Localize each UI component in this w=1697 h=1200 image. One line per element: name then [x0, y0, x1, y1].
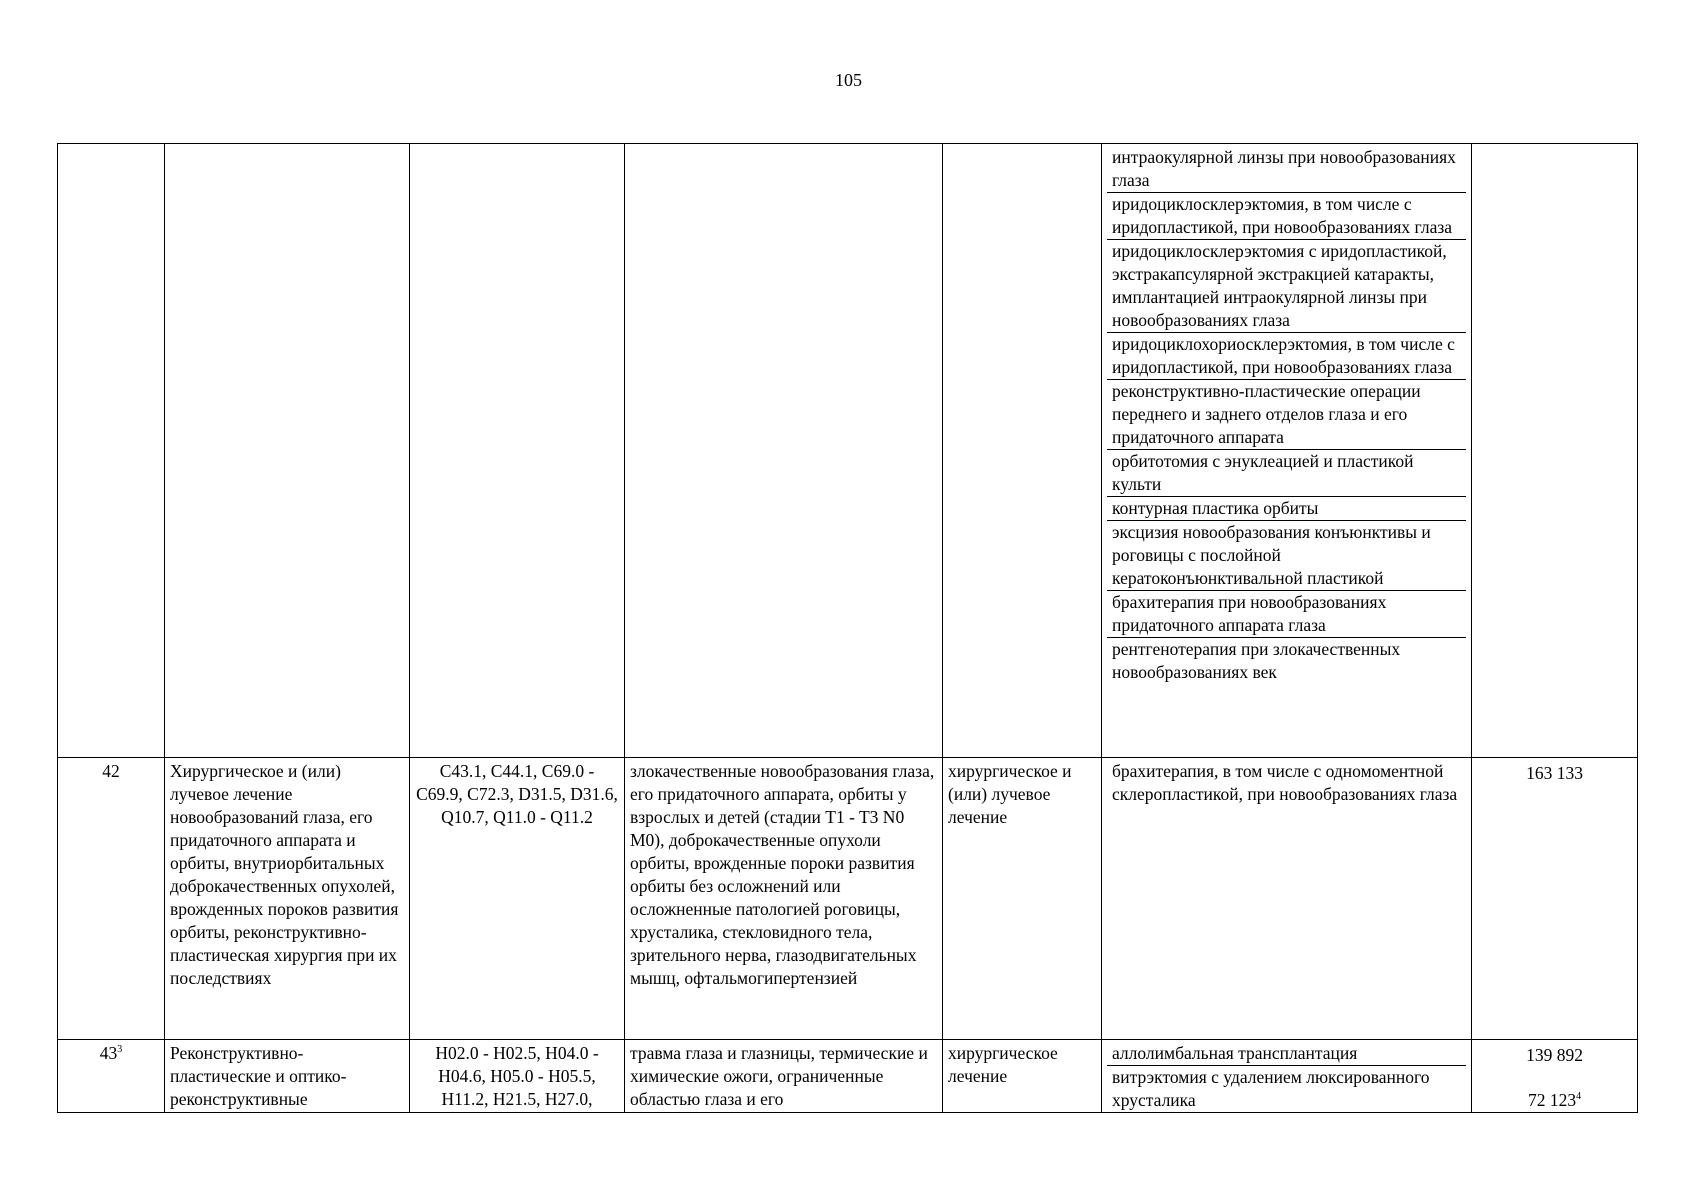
row-name-cell: Реконструктивно-пластические и оптико-реконструктивные — [165, 1040, 410, 1113]
row-methods-cell — [1102, 758, 1472, 1040]
row-treatment-cell: хирургическое и (или) лучевое лечение — [943, 758, 1102, 1040]
method-item: витрэктомия с удалением люксированного хрусталика — [1112, 1067, 1430, 1110]
table-row — [58, 1040, 1638, 1113]
method-item: иридоциклохориосклерэктомия, в том числе с иридопластикой, при новообразованиях глаза — [1107, 333, 1466, 380]
row-number: 43 — [99, 1043, 118, 1063]
method-item: иридоциклосклерэктомия, в том числе с иридопластикой, при новообразованиях глаза — [1107, 193, 1466, 240]
method-item: эксцизия новообразования конъюнктивы и роговицы с послойной кератоконъюнктивальной пластикой — [1107, 521, 1466, 591]
method-item: реконструктивно-пластические операции переднего и заднего отделов глаза и его придаточного аппарата — [1107, 380, 1466, 450]
method-item: рентгенотерапия при злокачественных новообразованиях век — [1112, 639, 1401, 682]
method-item: аллолимбальная трансплантация — [1107, 1042, 1466, 1066]
table-row — [58, 144, 1638, 758]
row-methods-cell — [1102, 1040, 1472, 1113]
row-norm-cell — [1472, 758, 1638, 1040]
row-number-cell: 42 — [58, 758, 165, 1040]
page-number: 105 — [835, 70, 862, 90]
footnote-mark: 4 — [1576, 1091, 1582, 1103]
method-item: брахитерапия при новообразованиях придаточного аппарата глаза — [1107, 591, 1466, 638]
row-methods-cell — [1102, 144, 1472, 758]
row-model-cell — [625, 144, 943, 758]
row-codes-cell: H02.0 - H02.5, H04.0 - H04.6, H05.0 - H05.5, H11.2, H21.5, H27.0, — [410, 1040, 625, 1113]
table-row — [58, 758, 1638, 1040]
row-model-cell: травма глаза и глазницы, термические и химические ожоги, ограниченные областью глаза и его — [625, 1040, 943, 1113]
row-norm-cell — [1472, 144, 1638, 758]
row-treatment-cell: хирургическое лечение — [943, 1040, 1102, 1113]
row-codes-cell — [410, 144, 625, 758]
norm-value: 139 892 — [1526, 1045, 1583, 1065]
row-model-cell: злокачественные новообразования глаза, его придаточного аппарата, орбиты у взрослых и детей (стадии T1 - T3 N0 M0), доброкачественные опухоли орбиты, врожденные пороки развития орбиты без осложнений или осложненные патологией роговицы, хрусталика, стекловидного тела, зрительного нерва, глазодвигательных мышц, офтальмогипертензией — [625, 758, 943, 1040]
method-item: интраокулярной линзы при новообразованиях глаза — [1107, 146, 1466, 193]
row-number-cell — [58, 1040, 165, 1113]
method-item: орбитотомия с энуклеацией и пластикой культи — [1107, 450, 1466, 497]
norm-value: 163 133 — [1526, 763, 1583, 783]
norm-value-2: 72 123 — [1527, 1090, 1577, 1110]
method-item: иридоциклосклерэктомия с иридопластикой, экстракапсулярной экстракцией катаракты, имплантацией интраокулярной линзы при новообразованиях глаза — [1107, 240, 1466, 333]
footnote-mark: 3 — [117, 1044, 123, 1056]
row-treatment-cell — [943, 144, 1102, 758]
row-name-cell: Хирургическое и (или) лучевое лечение новообразований глаза, его придаточного аппарата и орбиты, внутриорбитальных доброкачественных опухолей, врожденных пороков развития орбиты, реконструктивно-пластическая хирургия при их последствиях — [165, 758, 410, 1040]
norm-value-secondary — [1477, 1067, 1632, 1112]
method-item: контурная пластика орбиты — [1107, 497, 1466, 521]
row-name-cell — [165, 144, 410, 758]
row-norm-cell — [1472, 1040, 1638, 1113]
method-item: брахитерапия, в том числе с одномоментной склеропластикой, при новообразованиях глаза — [1112, 761, 1458, 804]
row-number-cell — [58, 144, 165, 758]
row-codes-cell: C43.1, C44.1, C69.0 - C69.9, C72.3, D31.5, D31.6, Q10.7, Q11.0 - Q11.2 — [410, 758, 625, 1040]
vmp-table — [57, 143, 1638, 1113]
